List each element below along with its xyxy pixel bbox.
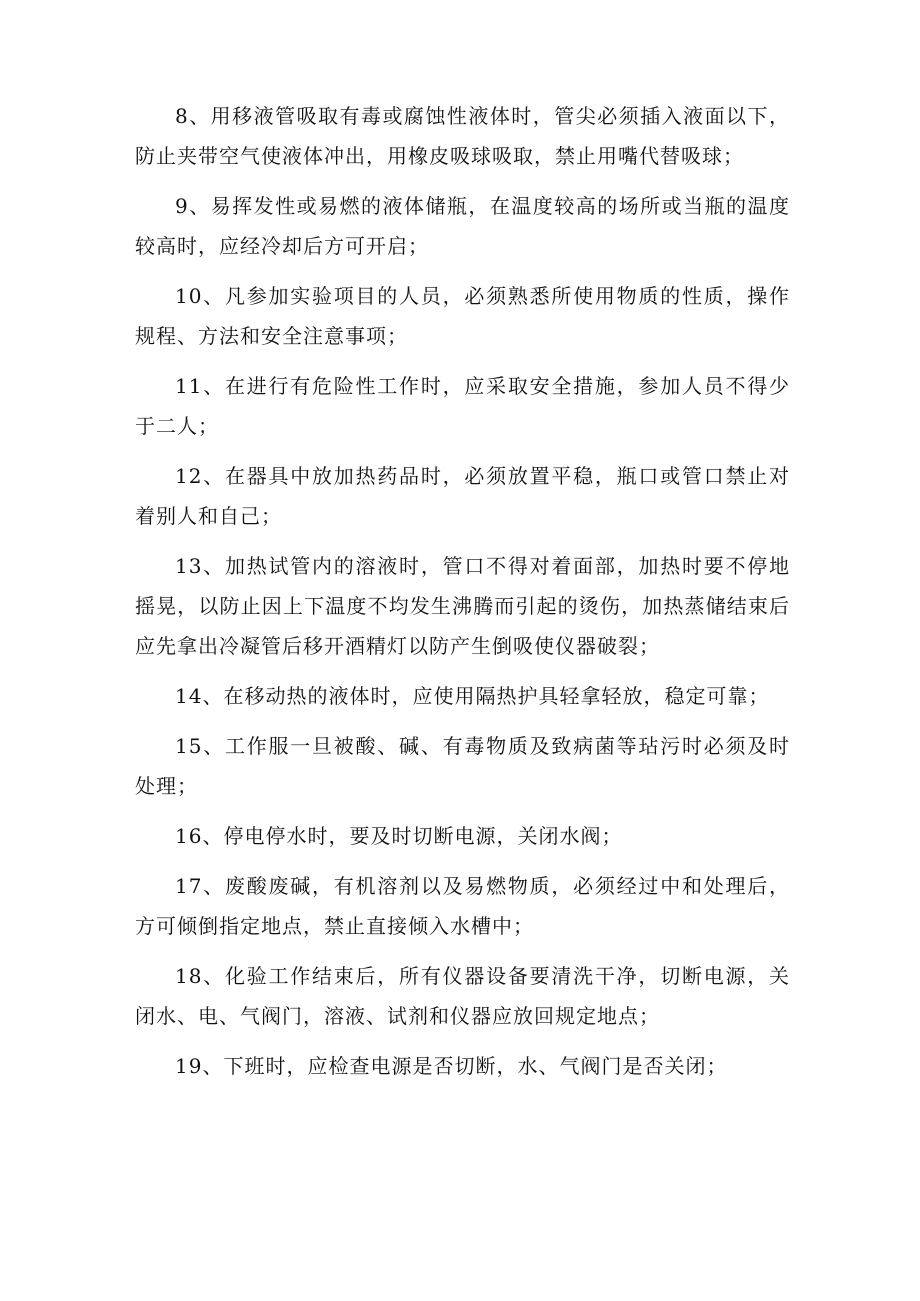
- paragraph-item-14: 14、在移动热的液体时，应使用隔热护具轻拿轻放，稳定可靠；: [175, 684, 770, 708]
- paragraph-item-15: 15、工作服一旦被酸、碱、有毒物质及致病菌等玷污时必须及时处理；: [135, 734, 790, 798]
- paragraph-item-12: 12、在器具中放加热药品时，必须放置平稳，瓶口或管口禁止对着别人和自己；: [135, 464, 790, 528]
- document-body: [135, 96, 790, 1096]
- paragraph-item-8: 8、用移液管吸取有毒或腐蚀性液体时，管尖必须插入液面以下，防止夹带空气使液体冲出，用橡皮吸球吸取，禁止用嘴代替吸球；: [135, 104, 790, 168]
- paragraph-item-9: 9、易挥发性或易燃的液体储瓶，在温度较高的场所或当瓶的温度较高时，应经冷却后方可开启；: [135, 194, 790, 258]
- paragraph-item-18: 18、化验工作结束后，所有仪器设备要清洗干净，切断电源，关闭水、电、气阀门，溶液、试剂和仪器应放回规定地点；: [135, 964, 790, 1028]
- paragraph-item-16: 16、停电停水时，要及时切断电源，关闭水阀；: [175, 824, 623, 848]
- paragraph-item-19: 19、下班时，应检查电源是否切断，水、气阀门是否关闭；: [175, 1054, 728, 1078]
- paragraph-item-17: 17、废酸废碱，有机溶剂以及易燃物质，必须经过中和处理后，方可倾倒指定地点，禁止直接倾入水槽中；: [135, 874, 790, 938]
- paragraph-item-13: 13、加热试管内的溶液时，管口不得对着面部，加热时要不停地摇晃，以防止因上下温度不均发生沸腾而引起的烫伤，加热蒸储结束后应先拿出冷凝管后移开酒精灯以防产生倒吸使仪器破裂；: [135, 554, 790, 658]
- paragraph-item-11: 11、在进行有危险性工作时，应采取安全措施，参加人员不得少于二人；: [135, 374, 790, 438]
- paragraph-item-10: 10、凡参加实验项目的人员，必须熟悉所使用物质的性质，操作规程、方法和安全注意事项；: [135, 284, 790, 348]
